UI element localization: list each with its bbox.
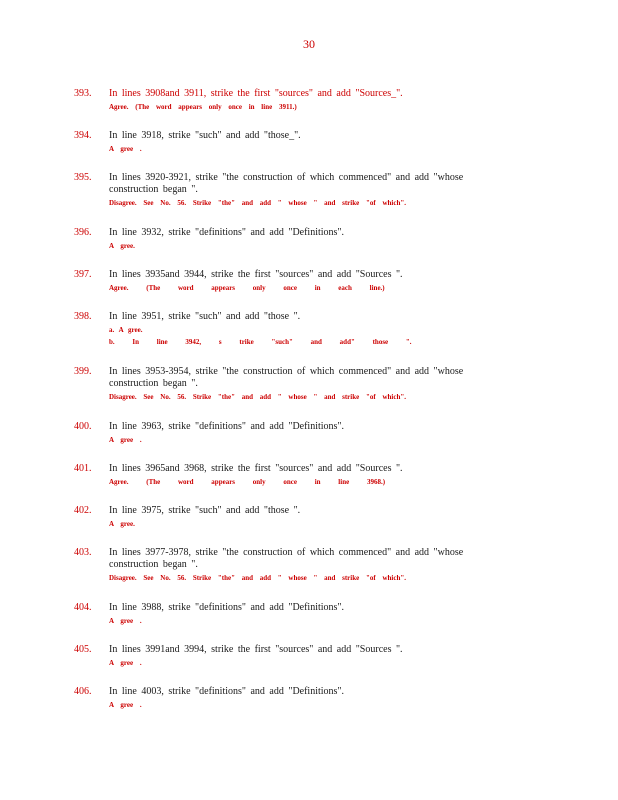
response-line: Disagree. See No. 56. Strike "the" and add " whose " and strike "of which". (109, 574, 406, 582)
response-line: Disagree. See No. 56. Strike "the" and add " whose " and strike "of which". (109, 199, 406, 207)
instruction-line: construction began ". (109, 378, 198, 389)
amendment-item (0, 269, 618, 311)
amendment-item (0, 130, 618, 172)
amendment-list (0, 88, 618, 728)
amendment-item (0, 366, 618, 421)
item-number: 394. (74, 130, 92, 141)
item-number: 404. (74, 602, 92, 613)
response-line: A gree . (109, 617, 142, 625)
instruction-line: In lines 3935and 3944, strike the first "sources" and add "Sources ". (109, 269, 403, 280)
amendment-item (0, 88, 618, 130)
response-line: A gree. (109, 242, 135, 250)
item-number: 399. (74, 366, 92, 377)
instruction-line: construction began ". (109, 184, 198, 195)
response-line: Agree. (The word appears only once in line 3968.) (109, 478, 386, 486)
instruction-line: In lines 3991and 3994, strike the first "sources" and add "Sources ". (109, 644, 403, 655)
instruction-line: In lines 3920-3921, strike "the construction of which commenced" and add "whose (109, 172, 464, 183)
amendment-item (0, 547, 618, 602)
response-line: Disagree. See No. 56. Strike "the" and add " whose " and strike "of which". (109, 393, 406, 401)
amendment-item (0, 686, 618, 728)
instruction-line: In line 3918, strike "such" and add "those_". (109, 130, 301, 141)
amendment-item (0, 172, 618, 227)
amendment-item (0, 227, 618, 269)
item-number: 393. (74, 88, 92, 99)
amendment-item (0, 505, 618, 547)
response-line: Agree. (The word appears only once in each line.) (109, 284, 385, 292)
instruction-line: In line 4003, strike "definitions" and add "Definitions". (109, 686, 345, 697)
response-line: a. A gree. (109, 326, 143, 334)
instruction-line: In lines 3977-3978, strike "the construction of which commenced" and add "whose (109, 547, 464, 558)
instruction-line: In line 3951, strike "such" and add "those ". (109, 311, 301, 322)
instruction-line: construction began ". (109, 559, 198, 570)
instruction-line: In lines 3908and 3911, strike the first "sources" and add "Sources_". (109, 88, 403, 99)
item-number: 405. (74, 644, 92, 655)
amendment-item (0, 602, 618, 644)
response-line: A gree . (109, 659, 142, 667)
amendment-item (0, 311, 618, 366)
item-number: 401. (74, 463, 92, 474)
response-line: Agree. (The word appears only once in line 3911.) (109, 103, 297, 111)
amendment-item (0, 644, 618, 686)
instruction-line: In lines 3953-3954, strike "the construction of which commenced" and add "whose (109, 366, 464, 377)
page-number: 30 (303, 37, 315, 51)
instruction-line: In lines 3965and 3968, strike the first "sources" and add "Sources ". (109, 463, 403, 474)
item-number: 395. (74, 172, 92, 183)
response-line: A gree . (109, 436, 142, 444)
item-number: 402. (74, 505, 92, 516)
item-number: 397. (74, 269, 92, 280)
response-line: A gree. (109, 520, 135, 528)
amendment-item (0, 421, 618, 463)
item-number: 396. (74, 227, 92, 238)
response-line: A gree . (109, 701, 142, 709)
item-number: 398. (74, 311, 92, 322)
instruction-line: In line 3932, strike "definitions" and add "Definitions". (109, 227, 345, 238)
instruction-line: In line 3975, strike "such" and add "those ". (109, 505, 301, 516)
item-number: 400. (74, 421, 92, 432)
instruction-line: In line 3988, strike "definitions" and add "Definitions". (109, 602, 345, 613)
response-line: A gree . (109, 145, 142, 153)
item-number: 406. (74, 686, 92, 697)
instruction-line: In line 3963, strike "definitions" and add "Definitions". (109, 421, 345, 432)
amendment-item (0, 463, 618, 505)
item-number: 403. (74, 547, 92, 558)
response-line: b. In line 3942, s trike "such" and add" those ". (109, 338, 412, 346)
